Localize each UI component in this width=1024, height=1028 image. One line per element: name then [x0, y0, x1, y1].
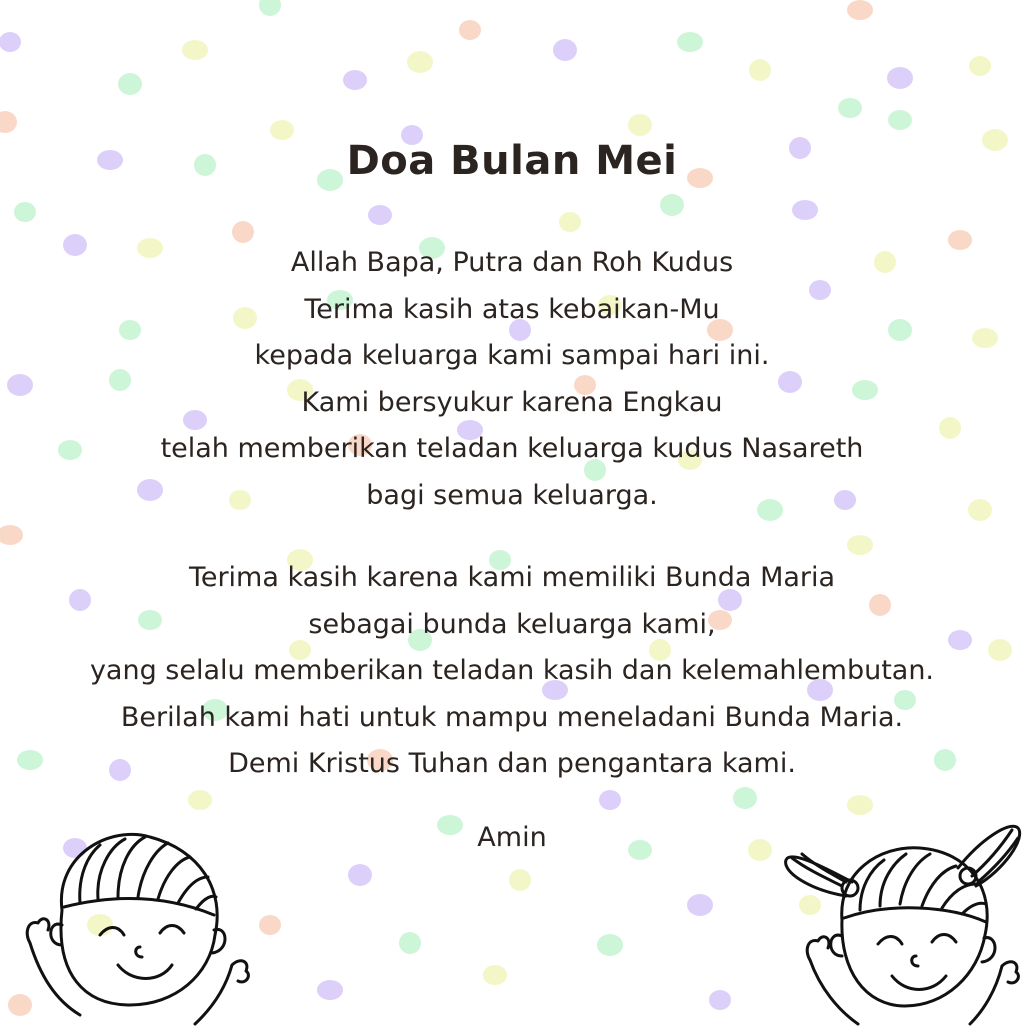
prayer-line: Terima kasih atas kebaikan-Mu: [304, 293, 720, 325]
polka-dot: [969, 56, 991, 76]
polka-dot: [792, 200, 818, 220]
polka-dot: [0, 111, 17, 133]
polka-dot: [838, 98, 862, 118]
polka-dot: [259, 0, 281, 16]
polka-dot: [399, 932, 421, 954]
polka-dot: [483, 965, 507, 985]
polka-dot: [343, 70, 367, 90]
polka-dot: [368, 205, 392, 225]
prayer-line: Kami bersyukur karena Engkau: [301, 386, 723, 418]
polka-dot: [597, 934, 623, 956]
prayer-line: Allah Bapa, Putra dan Roh Kudus: [290, 247, 734, 278]
polka-dot: [317, 980, 343, 1000]
polka-dot: [0, 32, 21, 52]
page-title: Doa Bulan Mei: [346, 138, 678, 184]
prayer-stanza-1: [0, 240, 1024, 519]
polka-dot: [0, 525, 23, 545]
polka-dot: [559, 212, 581, 232]
polka-dot: [188, 790, 212, 810]
polka-dot: [628, 114, 652, 136]
polka-dot: [687, 894, 713, 916]
polka-dot: [459, 20, 481, 40]
polka-dot: [259, 915, 281, 935]
polka-dot: [847, 535, 873, 555]
prayer-line: Terima kasih karena kami memiliki Bunda Maria: [188, 562, 836, 593]
prayer-line: bagi semua keluarga.: [366, 479, 658, 511]
polka-dot: [677, 32, 703, 52]
polka-dot: [270, 120, 294, 140]
polka-dot: [660, 194, 684, 216]
polka-dot: [553, 39, 577, 61]
polka-dot: [733, 787, 757, 809]
polka-dot: [749, 59, 771, 81]
polka-dot: [509, 869, 531, 891]
polka-dot: [14, 202, 36, 222]
polka-dot: [847, 0, 873, 20]
prayer-line: yang selalu memberikan teladan kasih dan kelemahlembutan.: [89, 655, 935, 686]
polka-dot: [599, 790, 621, 810]
polka-dot: [887, 67, 913, 89]
boy-waving-icon: [0, 815, 260, 1024]
polka-dot: [182, 40, 208, 60]
prayer-line: Berilah kami hati untuk mampu meneladani Bunda Maria.: [120, 701, 904, 733]
girl-pigtails-waving-icon: [780, 810, 1024, 1024]
prayer-line: telah memberikan teladan keluarga kudus Nasareth: [160, 433, 864, 464]
polka-dot: [709, 990, 731, 1010]
polka-dot: [888, 110, 912, 130]
polka-dot: [348, 864, 372, 886]
polka-dot: [118, 73, 142, 95]
polka-dot: [407, 51, 433, 73]
prayer-line: sebagai bunda keluarga kami,: [308, 608, 716, 640]
prayer-line: kepada keluarga kami sampai hari ini.: [254, 340, 770, 371]
prayer-stanza-2: [0, 555, 1024, 788]
prayer-line: Demi Kristus Tuhan dan pengantara kami.: [228, 748, 796, 779]
closing-amen: Amin: [477, 822, 547, 853]
